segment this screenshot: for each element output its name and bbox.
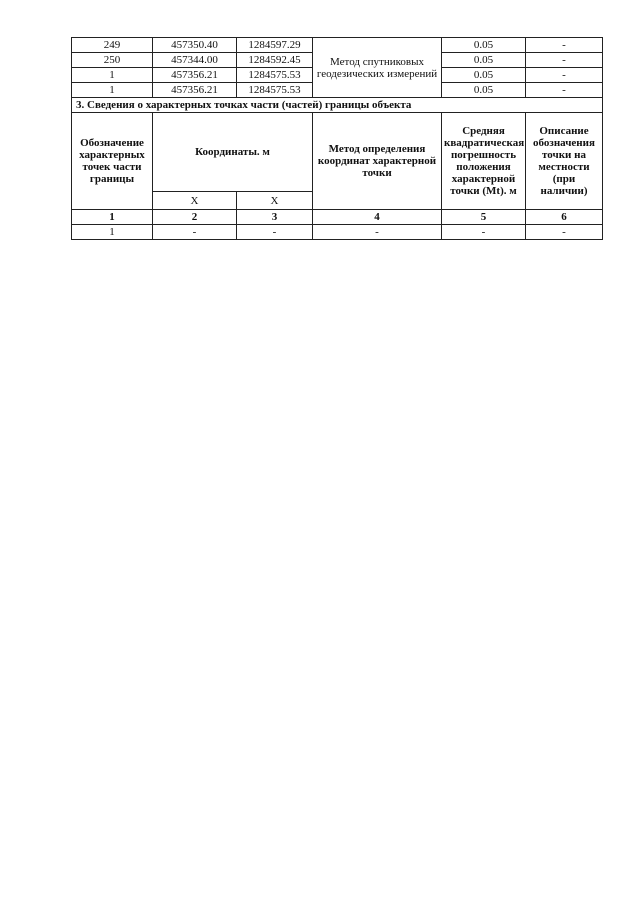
point-cell: 250 [72, 53, 153, 68]
point-cell: 1 [72, 83, 153, 98]
x-cell: - [153, 225, 237, 240]
x-cell: 457350.40 [153, 38, 237, 53]
header-mt: Средняя квадратическая погрешность положения характерной точки (Mt). м [442, 113, 526, 210]
desc-cell: - [526, 83, 603, 98]
header-x: X [153, 192, 237, 210]
y-cell: 1284592.45 [237, 53, 313, 68]
column-number: 1 [72, 210, 153, 225]
header-point: Обозначение характерных точек части границы [72, 113, 153, 210]
method-cell: Метод спутниковых геодезических измерений [313, 38, 442, 98]
point-cell: 249 [72, 38, 153, 53]
section-title-row [72, 98, 603, 113]
table-row [72, 225, 603, 240]
header-method: Метод определения координат характерной точки [313, 113, 442, 210]
column-number: 3 [237, 210, 313, 225]
mt-cell: - [442, 225, 526, 240]
y-cell: 1284575.53 [237, 83, 313, 98]
column-number: 4 [313, 210, 442, 225]
x-cell: 457356.21 [153, 83, 237, 98]
method-cell: - [313, 225, 442, 240]
y-cell: 1284597.29 [237, 38, 313, 53]
x-cell: 457344.00 [153, 53, 237, 68]
mt-cell: 0.05 [442, 83, 526, 98]
mt-cell: 0.05 [442, 53, 526, 68]
desc-cell: - [526, 38, 603, 53]
header-coords: Координаты. м [153, 113, 313, 192]
point-cell: 1 [72, 68, 153, 83]
mt-cell: 0.05 [442, 68, 526, 83]
point-cell: 1 [72, 225, 153, 240]
section-title: 3. Сведения о характерных точках части (частей) границы объекта [72, 98, 603, 113]
x-cell: 457356.21 [153, 68, 237, 83]
desc-cell: - [526, 225, 603, 240]
header-desc: Описание обозначения точки на местности (при наличии) [526, 113, 603, 210]
header-y: X [237, 192, 313, 210]
desc-cell: - [526, 68, 603, 83]
column-number: 2 [153, 210, 237, 225]
desc-cell: - [526, 53, 603, 68]
column-number: 6 [526, 210, 603, 225]
column-numbers-row [72, 210, 603, 225]
column-number: 5 [442, 210, 526, 225]
y-cell: 1284575.53 [237, 68, 313, 83]
mt-cell: 0.05 [442, 38, 526, 53]
coordinates-table [71, 37, 603, 240]
y-cell: - [237, 225, 313, 240]
table-row [72, 38, 603, 53]
header-row [72, 113, 603, 192]
